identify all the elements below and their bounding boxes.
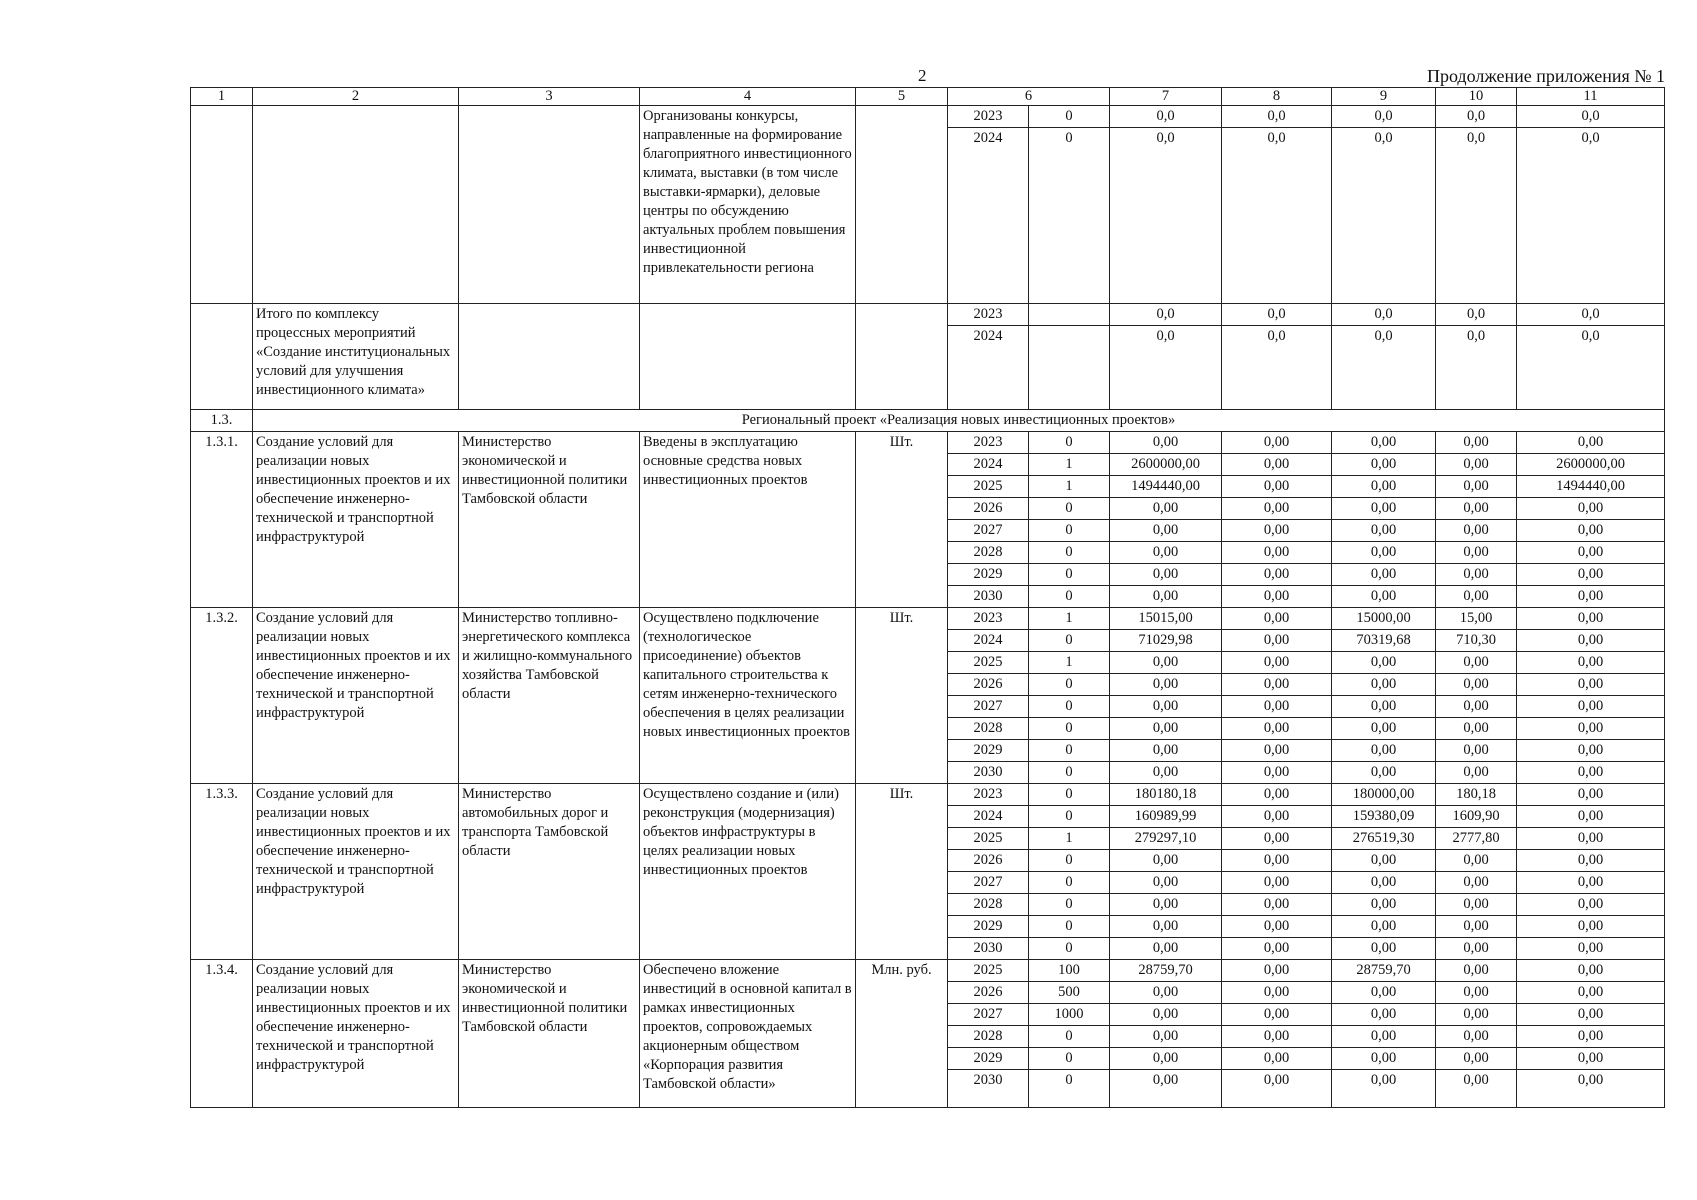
column-number-row	[191, 88, 1665, 106]
value-cell-col11: 0,00	[1517, 894, 1665, 916]
year-cell: 2025	[948, 960, 1029, 982]
column-header: 8	[1222, 88, 1332, 106]
value-cell-col11: 0,00	[1517, 652, 1665, 674]
value-cell-col11: 0,00	[1517, 762, 1665, 784]
value-cell-col8: 0,00	[1222, 894, 1332, 916]
value-cell-col11: 0,00	[1517, 718, 1665, 740]
activity-block-code	[191, 106, 253, 304]
value-cell-col11: 0,00	[1517, 806, 1665, 828]
value-cell-col11: 0,00	[1517, 938, 1665, 960]
project-block-executor: Министерство топливно-энергетического комплекса и жилищно-коммунального хозяйства Тамбовской области	[459, 608, 640, 784]
value-cell-col9: 0,00	[1332, 1026, 1436, 1048]
value-cell-col8: 0,00	[1222, 432, 1332, 454]
year-cell: 2027	[948, 1004, 1029, 1026]
table-row	[191, 432, 1665, 454]
value-cell-col8: 0,0	[1222, 326, 1332, 410]
value-cell-col10: 180,18	[1436, 784, 1517, 806]
table-row	[191, 784, 1665, 806]
value-cell-col10: 0,0	[1436, 106, 1517, 128]
activity-block-result: Организованы конкурсы, направленные на формирование благоприятного инвестиционного климата, выставки (в том числе выставки-ярмарки), деловые центры по обсуждению актуальных проблем повышения инвестиционной привлекательности региона	[640, 106, 856, 304]
value-cell-col7: 0,00	[1110, 1070, 1222, 1108]
project-block-executor: Министерство экономической и инвестиционной политики Тамбовской области	[459, 960, 640, 1108]
value-cell-col9: 0,00	[1332, 1070, 1436, 1108]
value-cell-col10: 0,00	[1436, 960, 1517, 982]
project-block-result: Обеспечено вложение инвестиций в основной капитал в рамках инвестиционных проектов, сопровождаемых акционерным обществом «Корпорация развития Тамбовской области»	[640, 960, 856, 1108]
year-cell: 2025	[948, 652, 1029, 674]
column-header: 1	[191, 88, 253, 106]
value-cell-col7: 0,00	[1110, 498, 1222, 520]
value-cell-col10: 1609,90	[1436, 806, 1517, 828]
value-cell-col8: 0,00	[1222, 454, 1332, 476]
value-cell-col9: 0,00	[1332, 520, 1436, 542]
year-cell: 2023	[948, 608, 1029, 630]
value-cell-col11: 0,00	[1517, 498, 1665, 520]
value-cell-col9: 0,00	[1332, 872, 1436, 894]
value-cell-col11: 0,0	[1517, 128, 1665, 304]
value-cell-col7: 0,00	[1110, 916, 1222, 938]
year-cell: 2025	[948, 828, 1029, 850]
project-block-unit: Шт.	[856, 784, 948, 960]
value-cell-col6: 0	[1029, 128, 1110, 304]
value-cell-col8: 0,00	[1222, 674, 1332, 696]
value-cell-col6	[1029, 304, 1110, 326]
value-cell-col6: 0	[1029, 894, 1110, 916]
column-header: 9	[1332, 88, 1436, 106]
value-cell-col9: 0,00	[1332, 718, 1436, 740]
value-cell-col6: 500	[1029, 982, 1110, 1004]
value-cell-col7: 71029,98	[1110, 630, 1222, 652]
value-cell-col11: 0,0	[1517, 304, 1665, 326]
appendix-continuation-note: Продолжение приложения № 1	[1426, 66, 1665, 86]
project-block-result: Осуществлено создание и (или) реконструкция (модернизация) объектов инфраструктуры в целях реализации новых инвестиционных проектов	[640, 784, 856, 960]
value-cell-col11: 0,00	[1517, 982, 1665, 1004]
subtotal-block-unit	[856, 304, 948, 410]
year-cell: 2024	[948, 128, 1029, 304]
column-header: 7	[1110, 88, 1222, 106]
value-cell-col10: 0,00	[1436, 586, 1517, 608]
value-cell-col7: 160989,99	[1110, 806, 1222, 828]
year-cell: 2029	[948, 916, 1029, 938]
value-cell-col7: 0,00	[1110, 762, 1222, 784]
value-cell-col6: 0	[1029, 520, 1110, 542]
value-cell-col11: 0,00	[1517, 696, 1665, 718]
value-cell-col6: 0	[1029, 872, 1110, 894]
value-cell-col8: 0,00	[1222, 498, 1332, 520]
value-cell-col8: 0,00	[1222, 762, 1332, 784]
value-cell-col7: 0,0	[1110, 106, 1222, 128]
value-cell-col7: 0,00	[1110, 674, 1222, 696]
year-cell: 2030	[948, 762, 1029, 784]
value-cell-col11: 0,00	[1517, 432, 1665, 454]
section-code: 1.3.	[191, 410, 253, 432]
subtotal-block-name: Итого по комплексу процессных мероприятий «Создание институциональных условий для улучшения инвестиционного климата»	[253, 304, 459, 410]
project-block-code: 1.3.1.	[191, 432, 253, 608]
year-cell: 2026	[948, 674, 1029, 696]
value-cell-col8: 0,00	[1222, 1070, 1332, 1108]
value-cell-col6	[1029, 326, 1110, 410]
value-cell-col10: 0,00	[1436, 1048, 1517, 1070]
value-cell-col10: 0,0	[1436, 326, 1517, 410]
value-cell-col9: 0,00	[1332, 432, 1436, 454]
value-cell-col9: 70319,68	[1332, 630, 1436, 652]
value-cell-col6: 0	[1029, 432, 1110, 454]
project-block-unit: Шт.	[856, 608, 948, 784]
year-cell: 2026	[948, 498, 1029, 520]
value-cell-col11: 0,00	[1517, 1004, 1665, 1026]
value-cell-col10: 0,00	[1436, 432, 1517, 454]
value-cell-col7: 0,00	[1110, 872, 1222, 894]
value-cell-col9: 0,00	[1332, 850, 1436, 872]
value-cell-col9: 0,00	[1332, 938, 1436, 960]
column-header: 6	[948, 88, 1110, 106]
value-cell-col10: 0,00	[1436, 1070, 1517, 1108]
value-cell-col6: 1	[1029, 828, 1110, 850]
value-cell-col10: 0,00	[1436, 542, 1517, 564]
year-cell: 2025	[948, 476, 1029, 498]
value-cell-col7: 0,0	[1110, 304, 1222, 326]
value-cell-col7: 0,00	[1110, 1026, 1222, 1048]
project-block-executor: Министерство автомобильных дорог и транспорта Тамбовской области	[459, 784, 640, 960]
value-cell-col8: 0,00	[1222, 476, 1332, 498]
value-cell-col10: 15,00	[1436, 608, 1517, 630]
value-cell-col11: 0,00	[1517, 1026, 1665, 1048]
value-cell-col9: 180000,00	[1332, 784, 1436, 806]
value-cell-col7: 0,00	[1110, 520, 1222, 542]
value-cell-col11: 0,00	[1517, 630, 1665, 652]
value-cell-col8: 0,00	[1222, 520, 1332, 542]
value-cell-col6: 0	[1029, 938, 1110, 960]
value-cell-col7: 0,00	[1110, 718, 1222, 740]
value-cell-col8: 0,00	[1222, 1026, 1332, 1048]
column-header: 3	[459, 88, 640, 106]
value-cell-col10: 0,0	[1436, 128, 1517, 304]
year-cell: 2023	[948, 784, 1029, 806]
value-cell-col7: 0,00	[1110, 740, 1222, 762]
value-cell-col8: 0,0	[1222, 304, 1332, 326]
value-cell-col6: 0	[1029, 850, 1110, 872]
value-cell-col6: 0	[1029, 1048, 1110, 1070]
value-cell-col7: 0,00	[1110, 542, 1222, 564]
value-cell-col6: 0	[1029, 498, 1110, 520]
value-cell-col10: 0,00	[1436, 938, 1517, 960]
value-cell-col8: 0,00	[1222, 630, 1332, 652]
value-cell-col9: 28759,70	[1332, 960, 1436, 982]
value-cell-col8: 0,00	[1222, 982, 1332, 1004]
value-cell-col8: 0,00	[1222, 872, 1332, 894]
value-cell-col11: 0,00	[1517, 828, 1665, 850]
value-cell-col9: 0,0	[1332, 128, 1436, 304]
value-cell-col10: 0,00	[1436, 850, 1517, 872]
project-block-unit: Млн. руб.	[856, 960, 948, 1108]
value-cell-col6: 0	[1029, 784, 1110, 806]
column-header: 11	[1517, 88, 1665, 106]
page-number: 2	[918, 66, 927, 85]
table-row	[191, 106, 1665, 128]
year-cell: 2028	[948, 718, 1029, 740]
value-cell-col10: 0,00	[1436, 740, 1517, 762]
activity-block-name	[253, 106, 459, 304]
value-cell-col6: 1	[1029, 476, 1110, 498]
value-cell-col10: 0,00	[1436, 872, 1517, 894]
value-cell-col10: 710,30	[1436, 630, 1517, 652]
value-cell-col11: 0,00	[1517, 872, 1665, 894]
value-cell-col9: 0,0	[1332, 326, 1436, 410]
year-cell: 2026	[948, 982, 1029, 1004]
value-cell-col7: 0,00	[1110, 564, 1222, 586]
value-cell-col7: 0,00	[1110, 850, 1222, 872]
value-cell-col10: 0,00	[1436, 652, 1517, 674]
value-cell-col7: 2600000,00	[1110, 454, 1222, 476]
value-cell-col9: 0,0	[1332, 304, 1436, 326]
year-cell: 2029	[948, 564, 1029, 586]
value-cell-col9: 0,00	[1332, 586, 1436, 608]
year-cell: 2028	[948, 894, 1029, 916]
value-cell-col7: 0,00	[1110, 652, 1222, 674]
year-cell: 2023	[948, 106, 1029, 128]
value-cell-col10: 0,00	[1436, 1026, 1517, 1048]
value-cell-col6: 0	[1029, 916, 1110, 938]
value-cell-col10: 0,00	[1436, 894, 1517, 916]
project-block-code: 1.3.4.	[191, 960, 253, 1108]
value-cell-col8: 0,00	[1222, 542, 1332, 564]
value-cell-col10: 0,00	[1436, 762, 1517, 784]
year-cell: 2023	[948, 432, 1029, 454]
project-block-name: Создание условий для реализации новых инвестиционных проектов и их обеспечение инженерно-технической и транспортной инфраструктурой	[253, 608, 459, 784]
program-activities-table	[190, 87, 1665, 1108]
activity-block-executor	[459, 106, 640, 304]
value-cell-col6: 0	[1029, 806, 1110, 828]
value-cell-col6: 0	[1029, 1070, 1110, 1108]
value-cell-col8: 0,00	[1222, 696, 1332, 718]
value-cell-col9: 276519,30	[1332, 828, 1436, 850]
column-header: 4	[640, 88, 856, 106]
value-cell-col6: 0	[1029, 696, 1110, 718]
value-cell-col9: 0,00	[1332, 762, 1436, 784]
value-cell-col11: 0,00	[1517, 1048, 1665, 1070]
value-cell-col9: 0,00	[1332, 674, 1436, 696]
value-cell-col7: 0,0	[1110, 326, 1222, 410]
table-row	[191, 608, 1665, 630]
value-cell-col10: 0,00	[1436, 674, 1517, 696]
value-cell-col8: 0,00	[1222, 916, 1332, 938]
year-cell: 2026	[948, 850, 1029, 872]
value-cell-col11: 0,00	[1517, 674, 1665, 696]
value-cell-col9: 0,00	[1332, 476, 1436, 498]
value-cell-col6: 1	[1029, 608, 1110, 630]
value-cell-col8: 0,00	[1222, 806, 1332, 828]
project-block-result: Осуществлено подключение (технологическое присоединение) объектов капитального строительства к сетям инженерно-технического обеспечения в целях реализации новых инвестиционных проектов	[640, 608, 856, 784]
value-cell-col6: 1	[1029, 652, 1110, 674]
value-cell-col11: 0,00	[1517, 740, 1665, 762]
table-row	[191, 304, 1665, 326]
value-cell-col9: 0,00	[1332, 454, 1436, 476]
value-cell-col6: 0	[1029, 586, 1110, 608]
value-cell-col8: 0,00	[1222, 564, 1332, 586]
year-cell: 2024	[948, 630, 1029, 652]
table-row	[191, 960, 1665, 982]
value-cell-col11: 0,00	[1517, 564, 1665, 586]
value-cell-col11: 0,00	[1517, 520, 1665, 542]
project-block-code: 1.3.2.	[191, 608, 253, 784]
value-cell-col11: 0,00	[1517, 542, 1665, 564]
value-cell-col11: 0,00	[1517, 586, 1665, 608]
value-cell-col10: 0,00	[1436, 454, 1517, 476]
value-cell-col10: 0,0	[1436, 304, 1517, 326]
project-block-name: Создание условий для реализации новых инвестиционных проектов и их обеспечение инженерно-технической и транспортной инфраструктурой	[253, 960, 459, 1108]
section-row	[191, 410, 1665, 432]
project-block-unit: Шт.	[856, 432, 948, 608]
year-cell: 2028	[948, 542, 1029, 564]
year-cell: 2030	[948, 938, 1029, 960]
value-cell-col10: 0,00	[1436, 982, 1517, 1004]
value-cell-col8: 0,00	[1222, 740, 1332, 762]
value-cell-col8: 0,00	[1222, 960, 1332, 982]
value-cell-col10: 0,00	[1436, 696, 1517, 718]
value-cell-col10: 0,00	[1436, 564, 1517, 586]
value-cell-col10: 0,00	[1436, 1004, 1517, 1026]
column-header: 5	[856, 88, 948, 106]
year-cell: 2030	[948, 1070, 1029, 1108]
value-cell-col8: 0,0	[1222, 106, 1332, 128]
value-cell-col9: 0,00	[1332, 1048, 1436, 1070]
section-title: Региональный проект «Реализация новых инвестиционных проектов»	[253, 410, 1665, 432]
value-cell-col9: 159380,09	[1332, 806, 1436, 828]
value-cell-col11: 0,00	[1517, 916, 1665, 938]
year-cell: 2027	[948, 520, 1029, 542]
value-cell-col7: 0,00	[1110, 432, 1222, 454]
value-cell-col11: 1494440,00	[1517, 476, 1665, 498]
project-block-result: Введены в эксплуатацию основные средства новых инвестиционных проектов	[640, 432, 856, 608]
value-cell-col11: 0,0	[1517, 106, 1665, 128]
value-cell-col7: 0,00	[1110, 982, 1222, 1004]
value-cell-col11: 0,00	[1517, 960, 1665, 982]
year-cell: 2028	[948, 1026, 1029, 1048]
value-cell-col9: 15000,00	[1332, 608, 1436, 630]
value-cell-col6: 0	[1029, 106, 1110, 128]
value-cell-col8: 0,00	[1222, 938, 1332, 960]
year-cell: 2024	[948, 454, 1029, 476]
value-cell-col11: 0,00	[1517, 850, 1665, 872]
value-cell-col8: 0,00	[1222, 850, 1332, 872]
year-cell: 2027	[948, 696, 1029, 718]
value-cell-col10: 0,00	[1436, 498, 1517, 520]
value-cell-col7: 279297,10	[1110, 828, 1222, 850]
value-cell-col9: 0,00	[1332, 740, 1436, 762]
value-cell-col7: 0,00	[1110, 586, 1222, 608]
value-cell-col9: 0,00	[1332, 696, 1436, 718]
value-cell-col7: 180180,18	[1110, 784, 1222, 806]
value-cell-col11: 0,0	[1517, 326, 1665, 410]
value-cell-col8: 0,00	[1222, 652, 1332, 674]
value-cell-col9: 0,00	[1332, 982, 1436, 1004]
value-cell-col7: 0,00	[1110, 696, 1222, 718]
value-cell-col6: 0	[1029, 564, 1110, 586]
project-block-name: Создание условий для реализации новых инвестиционных проектов и их обеспечение инженерно-технической и транспортной инфраструктурой	[253, 784, 459, 960]
project-block-code: 1.3.3.	[191, 784, 253, 960]
value-cell-col7: 15015,00	[1110, 608, 1222, 630]
value-cell-col7: 28759,70	[1110, 960, 1222, 982]
value-cell-col8: 0,00	[1222, 1048, 1332, 1070]
value-cell-col8: 0,00	[1222, 1004, 1332, 1026]
value-cell-col7: 0,00	[1110, 1048, 1222, 1070]
year-cell: 2024	[948, 806, 1029, 828]
value-cell-col9: 0,00	[1332, 652, 1436, 674]
value-cell-col11: 0,00	[1517, 608, 1665, 630]
year-cell: 2029	[948, 740, 1029, 762]
project-block-name: Создание условий для реализации новых инвестиционных проектов и их обеспечение инженерно-технической и транспортной инфраструктурой	[253, 432, 459, 608]
value-cell-col7: 0,0	[1110, 128, 1222, 304]
value-cell-col11: 2600000,00	[1517, 454, 1665, 476]
value-cell-col6: 0	[1029, 718, 1110, 740]
value-cell-col9: 0,0	[1332, 106, 1436, 128]
value-cell-col9: 0,00	[1332, 498, 1436, 520]
value-cell-col10: 0,00	[1436, 718, 1517, 740]
value-cell-col9: 0,00	[1332, 564, 1436, 586]
value-cell-col10: 0,00	[1436, 520, 1517, 542]
value-cell-col6: 0	[1029, 762, 1110, 784]
value-cell-col8: 0,0	[1222, 128, 1332, 304]
value-cell-col8: 0,00	[1222, 828, 1332, 850]
year-cell: 2023	[948, 304, 1029, 326]
value-cell-col6: 0	[1029, 1026, 1110, 1048]
value-cell-col10: 0,00	[1436, 476, 1517, 498]
value-cell-col7: 0,00	[1110, 894, 1222, 916]
year-cell: 2030	[948, 586, 1029, 608]
subtotal-block-result	[640, 304, 856, 410]
value-cell-col6: 1	[1029, 454, 1110, 476]
value-cell-col6: 0	[1029, 630, 1110, 652]
value-cell-col9: 0,00	[1332, 542, 1436, 564]
value-cell-col8: 0,00	[1222, 718, 1332, 740]
value-cell-col11: 0,00	[1517, 784, 1665, 806]
value-cell-col6: 0	[1029, 740, 1110, 762]
value-cell-col8: 0,00	[1222, 784, 1332, 806]
year-cell: 2029	[948, 1048, 1029, 1070]
value-cell-col8: 0,00	[1222, 608, 1332, 630]
value-cell-col8: 0,00	[1222, 586, 1332, 608]
project-block-executor: Министерство экономической и инвестиционной политики Тамбовской области	[459, 432, 640, 608]
value-cell-col6: 0	[1029, 674, 1110, 696]
value-cell-col10: 0,00	[1436, 916, 1517, 938]
value-cell-col7: 0,00	[1110, 1004, 1222, 1026]
column-header: 10	[1436, 88, 1517, 106]
value-cell-col9: 0,00	[1332, 916, 1436, 938]
value-cell-col6: 100	[1029, 960, 1110, 982]
column-header: 2	[253, 88, 459, 106]
value-cell-col11: 0,00	[1517, 1070, 1665, 1108]
value-cell-col6: 1000	[1029, 1004, 1110, 1026]
value-cell-col7: 1494440,00	[1110, 476, 1222, 498]
value-cell-col10: 2777,80	[1436, 828, 1517, 850]
value-cell-col9: 0,00	[1332, 1004, 1436, 1026]
year-cell: 2024	[948, 326, 1029, 410]
activity-block-unit	[856, 106, 948, 304]
year-cell: 2027	[948, 872, 1029, 894]
value-cell-col9: 0,00	[1332, 894, 1436, 916]
value-cell-col6: 0	[1029, 542, 1110, 564]
subtotal-block-executor	[459, 304, 640, 410]
subtotal-block-code	[191, 304, 253, 410]
value-cell-col7: 0,00	[1110, 938, 1222, 960]
